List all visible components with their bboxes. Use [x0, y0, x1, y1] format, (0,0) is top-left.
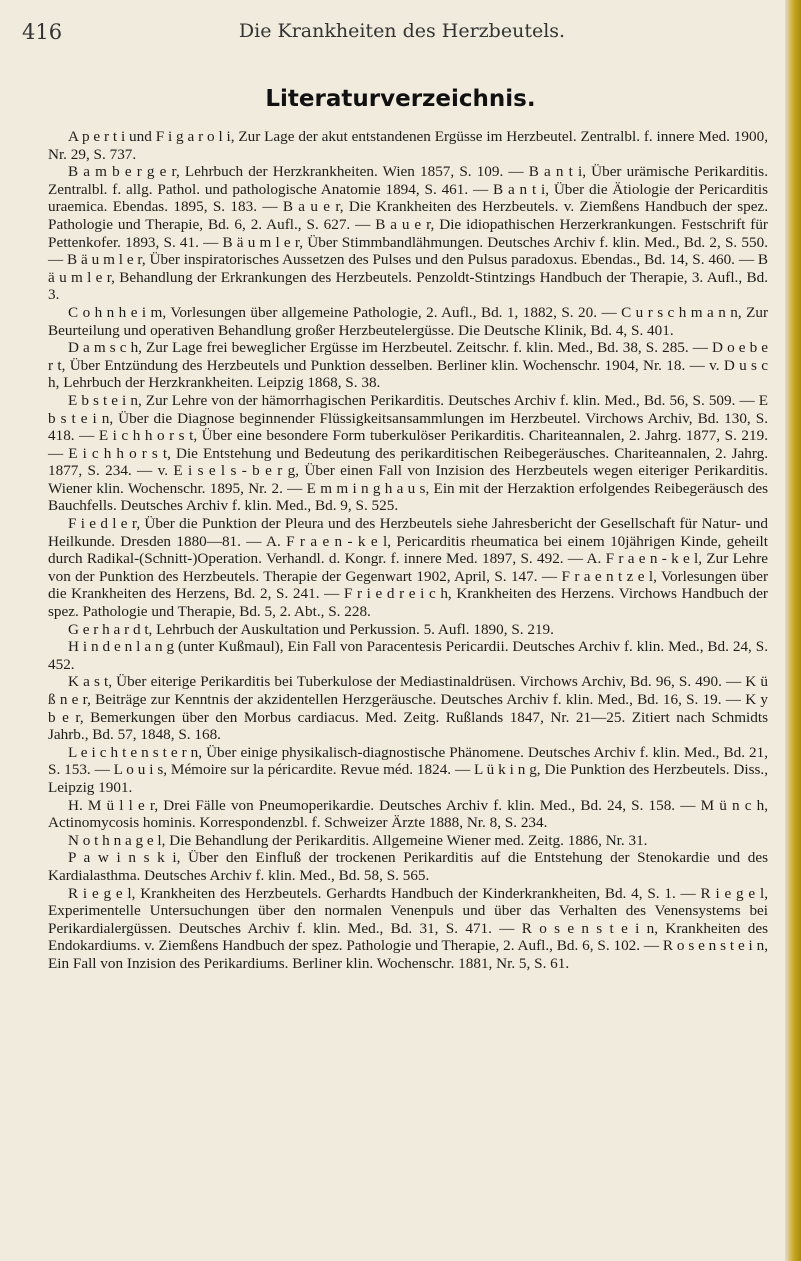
reference-entry: K a s t, Über eiterige Perikarditis bei Tuberkulose der Mediastinaldrüsen. Virchows Archiv, Bd. 96, S. 490. — K ü ß n e r, Beiträge zur Kenntnis der akzidentellen Herzgeräusche. Deutsches Archiv f. klin. Med., Bd. 16, S. 19. — K y b e r, Bemerkungen über den Morbus cardiacus. Med. Zeitg. Rußlands 1847, Nr. 21—25. Zitiert nach Schmidts Jahrb., Bd. 57, 1848, S. 168. [48, 673, 768, 744]
reference-entry: G e r h a r d t, Lehrbuch der Auskultation und Perkussion. 5. Aufl. 1890, S. 219. [68, 620, 554, 638]
reference-entry: P a w i n s k i, Über den Einfluß der trockenen Perikarditis auf die Entstehung der Stenokardie und des Kardialasthma. Deutsches Archiv f. klin. Med., Bd. 58, S. 565. [48, 849, 768, 884]
section-title: Literaturverzeichnis. [265, 86, 536, 112]
reference-list [48, 128, 768, 973]
page-header [22, 14, 782, 48]
reference-entry: B a m b e r g e r, Lehrbuch der Herzkrankheiten. Wien 1857, S. 109. — B a n t i, Über urämische Perikarditis. Zentralbl. f. allg. Pathol. und pathologische Anatomie 1894, S. 461. — B a n t i, Über die Ätiologie der Pericarditis uraemica. Ebendas. 1895, S. 183. — B a u e r, Die Krankheiten des Herzbeutels. v. Ziemßens Handbuch der spez. Pathologie und Therapie, Bd. 6, 2. Aufl., S. 627. — B a u e r, Die idiopathischen Herzerkrankungen. Festschrift für Pettenkofer. 1893, S. 41. — B ä u m l e r, Über Stimmbandlähmungen. Deutsches Archiv f. klin. Med., Bd. 2, S. 550. — B ä u m l e r, Über inspiratorisches Aussetzen des Pulses und den Pulsus paradoxus. Ebendas., Bd. 14, S. 460. — B ä u m l e r, Behandlung der Erkrankungen des Herzbeutels. Penzoldt-Stintzings Handbuch der Therapie, 3. Aufl., Bd. 3. [48, 163, 768, 304]
reference-entry: H. M ü l l e r, Drei Fälle von Pneumoperikardie. Deutsches Archiv f. klin. Med., Bd. 24, S. 158. — M ü n c h, Actinomycosis hominis. Korrespondenzbl. f. Schweizer Ärzte 1888, Nr. 8, S. 234. [48, 796, 768, 832]
reference-entry: C o h n h e i m, Vorlesungen über allgemeine Pathologie, 2. Aufl., Bd. 1, 1882, S. 20. — C u r s c h m a n n, Zur Beurteilung und operativen Behandlung großer Herzbeutelergüsse. Die Deutsche Klinik, Bd. 4, S. 401. [48, 303, 768, 339]
page-number: 416 [22, 20, 63, 44]
reference-entry: A p e r t i und F i g a r o l i, Zur Lage der akut entstandenen Ergüsse im Herzbeutel. Zentralbl. f. innere Med. 1900, Nr. 29, S. 737. [48, 128, 768, 163]
reference-entry: F i e d l e r, Über die Punktion der Pleura und des Herzbeutels siehe Jahresbericht der Gesellschaft für Natur- und Heilkunde. Dresden 1880—81. — A. F r a e n - k e l, Pericarditis rheumatica bei einem 10jährigen Kinde, geheilt durch Radikal-(Schnitt-)Operation. Verhandl. d. Kongr. f. innere Med. 1897, S. 492. — A. F r a e n - k e l, Zur Lehre von der Punktion des Herzbeutels. Therapie der Gegenwart 1902, April, S. 147. — F r a e n t z e l, Vorlesungen über die Krankheiten des Herzens, Bd. 2, S. 241. — F r i e d r e i c h, Krankheiten des Herzens. Virchows Handbuch der spez. Pathologie und Therapie, Bd. 5, 2. Abt., S. 228. [48, 515, 768, 621]
running-title: Die Krankheiten des Herzbeutels. [238, 20, 566, 42]
reference-entry: E b s t e i n, Zur Lehre von der hämorrhagischen Perikarditis. Deutsches Archiv f. klin. Med., Bd. 56, S. 509. — E b s t e i n, Über die Diagnose beginnender Flüssigkeitsansammlungen im Herzbeutel. Virchows Archiv, Bd. 130, S. 418. — E i c h h o r s t, Über eine besondere Form tuberkulöser Perikarditis. Chariteannalen, 2. Jahrg. 1877, S. 219. — E i c h h o r s t, Die Entstehung und Bedeutung des perikarditischen Reibegeräusches. Chariteannalen, 2. Jahrg. 1877, S. 234. — v. E i s e l s - b e r g, Über einen Fall von Inzision des Herzbeutels wegen eiteriger Perikarditis. Wiener klin. Wochenschr. 1895, Nr. 2. — E m m i n g h a u s, Ein mit der Herzaktion erfolgendes Reibegeräusch des Bauchfells. Deutsches Archiv f. klin. Med., Bd. 9, S. 525. [48, 391, 768, 515]
reference-entry: D a m s c h, Zur Lage frei beweglicher Ergüsse im Herzbeutel. Zeitschr. f. klin. Med., Bd. 38, S. 285. — D o e b e r t, Über Entzündung des Herzbeutels und Punktion desselben. Berliner klin. Wochenschr. 1904, Nr. 18. — v. D u s c h, Lehrbuch der Herzkrankheiten. Leipzig 1868, S. 38. [48, 339, 768, 392]
reference-entry: H i n d e n l a n g (unter Kußmaul), Ein Fall von Paracentesis Pericardii. Deutsches Archiv f. klin. Med., Bd. 24, S. 452. [48, 638, 768, 673]
reference-entry: R i e g e l, Krankheiten des Herzbeutels. Gerhardts Handbuch der Kinderkrankheiten, Bd. 4, S. 1. — R i e g e l, Experimentelle Untersuchungen über den normalen Venenpuls und über das Verhalten des Venensystems bei Perikardialergüssen. Deutsches Archiv f. klin. Med., Bd. 31, S. 471. — R o s e n s t e i n, Krankheiten des Endokardiums. v. Ziemßens Handbuch der spez. Pathologie und Therapie, 2. Aufl., Bd. 6, S. 102. — R o s e n s t e i n, Ein Fall von Inzision des Perikardiums. Berliner klin. Wochenschr. 1881, Nr. 5, S. 61. [48, 884, 768, 972]
reference-entry: L e i c h t e n s t e r n, Über einige physikalisch-diagnostische Phänomene. Deutsches Archiv f. klin. Med., Bd. 21, S. 153. — L o u i s, Mémoire sur la péricardite. Revue méd. 1824. — L ü k i n g, Die Punktion des Herzbeutels. Diss., Leipzig 1901. [48, 743, 768, 796]
reference-entry: N o t h n a g e l, Die Behandlung der Perikarditis. Allgemeine Wiener med. Zeitg. 1886, Nr. 31. [68, 831, 648, 849]
page-edge [785, 0, 801, 1261]
